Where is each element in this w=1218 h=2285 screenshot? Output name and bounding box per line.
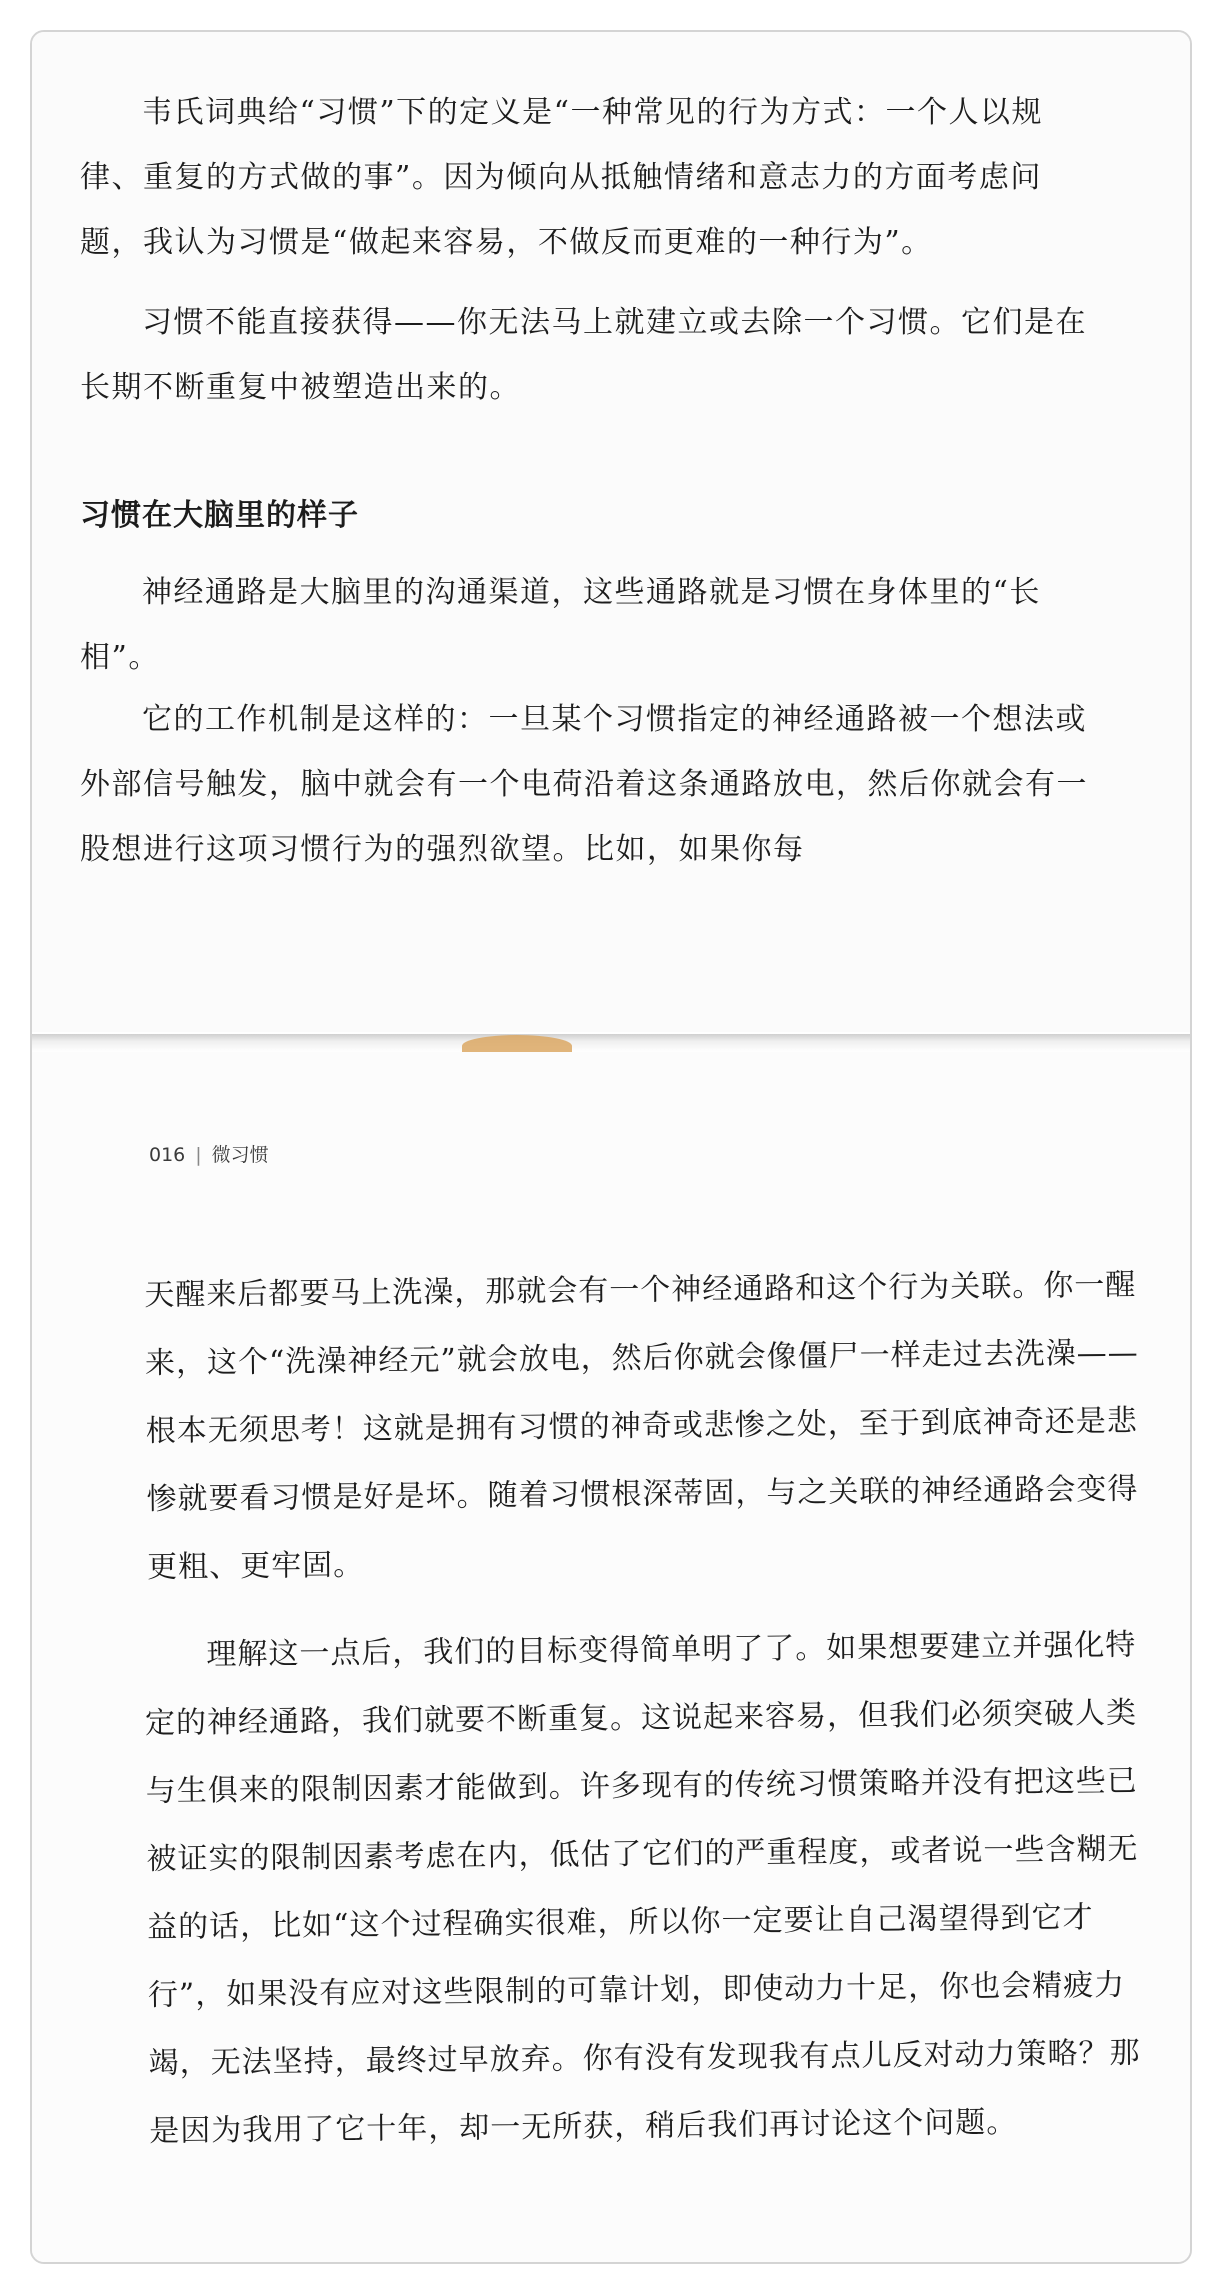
paragraph-habit-formation: 习惯不能直接获得——你无法马上就建立或去除一个习惯。它们是在长期不断重复中被塑造出来的。 [80, 305, 1087, 405]
paragraph-goal: 理解这一点后，我们的目标变得简单明了了。如果想要建立并强化特定的神经通路，我们就要不断重复。这说起来容易，但我们必须突破人类与生俱来的限制因素才能做到。许多现有的传统习惯策略并没有把这些已被证实的限制因素考虑在内，低估了它们的严重程度，或者说一些含糊无益的话，比如“这个过程确实很难，所以你一定要让自己渴望得到它才行”，如果没有应对这些限制的可靠计划，即使动力十足，你也会精疲力竭，无法坚持，最终过早放弃。你有没有发现我有点儿反对动力策略？那是因为我用了它十年，却一无所获，稍后我们再讨论这个问题。 [144, 1627, 1141, 2149]
document-frame [30, 30, 1192, 2264]
running-header [149, 1140, 269, 1167]
page-number: 016 [149, 1144, 186, 1166]
paragraph-mechanism: 它的工作机制是这样的：一旦某个习惯指定的神经通路被一个想法或外部信号触发，脑中就会有一个电荷沿着这条通路放电，然后你就会有一股想进行这项习惯行为的强烈欲望。比如，如果你每 [80, 702, 1088, 867]
book-page-top [32, 32, 1190, 1032]
paragraph-habit-definition: 韦氏词典给“习惯”下的定义是“一种常见的行为方式：一个人以规律、重复的方式做的事”。因为倾向从抵触情绪和意志力的方面考虑问题，我认为习惯是“做起来容易，不做反而更难的一种行为”。 [80, 95, 1044, 260]
paragraph-shower-example: 天醒来后都要马上洗澡，那就会有一个神经通路和这个行为关联。你一醒来，这个“洗澡神经元”就会放电，然后你就会像僵尸一样走过去洗澡——根本无须思考！这就是拥有习惯的神奇或悲惨之处，至于到底神奇还是悲惨就要看习惯是好是坏。随着习惯根深蒂固，与之关联的神经通路会变得更粗、更牢固。 [144, 1267, 1139, 1585]
section-heading: 习惯在大脑里的样子 [80, 498, 359, 533]
book-title: 微习惯 [211, 1144, 269, 1166]
paragraph-neural-pathways: 神经通路是大脑里的沟通渠道，这些通路就是习惯在身体里的“长相”。 [80, 575, 1041, 675]
page-seam [32, 1034, 1190, 1052]
book-page-bottom [32, 1052, 1190, 2262]
header-separator: | [195, 1144, 202, 1166]
